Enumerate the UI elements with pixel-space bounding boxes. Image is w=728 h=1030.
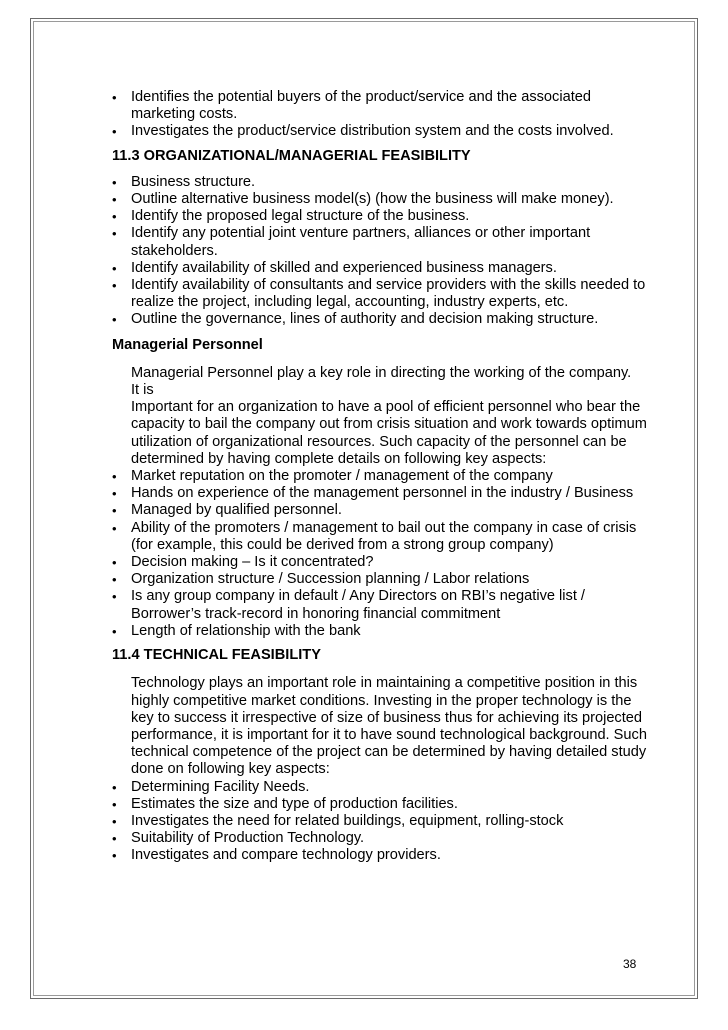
list-item: • Estimates the size and type of production facilities. xyxy=(112,796,652,813)
list-item: • Length of relationship with the bank xyxy=(112,623,652,640)
list-item: • Identifies the potential buyers of the product/service and the associated marketing costs. xyxy=(112,89,652,123)
managerial-bullet-list xyxy=(112,468,652,640)
paragraph-line: It is xyxy=(131,382,154,399)
list-item: • Managed by qualified personnel. xyxy=(112,502,652,519)
document-body xyxy=(112,89,652,865)
list-item: • Investigates and compare technology providers. xyxy=(112,847,652,864)
list-item: • Identify availability of skilled and experienced business managers. xyxy=(112,260,652,277)
list-item: • Outline the governance, lines of authority and decision making structure. xyxy=(112,311,652,328)
paragraph-text: Important for an organization to have a pool of efficient personnel who bear the capacity to bail the company out from crisis situation and work towards optimum utilization of organizational resources. Such capacity of the personnel can be determined by having complete details on following key aspects: xyxy=(131,399,647,467)
paragraph-line: Managerial Personnel play a key role in directing the working of the company. xyxy=(131,364,632,381)
technical-bullet-list xyxy=(112,779,652,865)
list-item: • Outline alternative business model(s) (how the business will make money). xyxy=(112,191,652,208)
technical-paragraph: Technology plays an important role in maintaining a competitive position in this highly competitive market conditions. Investing in the proper technology is the key to success it irrespective of size of business thus for achieving its projected performance, it is important for it to have sound technological background. Such technical competence of the project can be determined by having detailed study done on following key aspects: xyxy=(131,675,647,778)
list-item: • Suitability of Production Technology. xyxy=(112,830,652,847)
list-item: • Identify any potential joint venture partners, alliances or other important stakeholders. xyxy=(112,225,652,259)
list-item: • Investigates the product/service distribution system and the costs involved. xyxy=(112,123,652,140)
list-item: • Identify availability of consultants and service providers with the skills needed to realize the project, including legal, accounting, industry experts, etc. xyxy=(112,277,652,311)
list-item: • Is any group company in default / Any Directors on RBI’s negative list / Borrower’s track-record in honoring financial commitment xyxy=(112,588,652,622)
organizational-bullet-list xyxy=(112,174,652,329)
list-item: • Market reputation on the promoter / management of the company xyxy=(112,468,652,485)
list-item: • Hands on experience of the management personnel in the industry / Business xyxy=(112,485,652,502)
subheading-managerial-personnel: Managerial Personnel xyxy=(112,336,263,353)
list-item: • Decision making – Is it concentrated? xyxy=(112,554,652,571)
list-item: • Identify the proposed legal structure of the business. xyxy=(112,208,652,225)
page-number: 38 xyxy=(623,957,637,971)
list-item: • Determining Facility Needs. xyxy=(112,779,652,796)
section-heading-11-3: 11.3 ORGANIZATIONAL/MANAGERIAL FEASIBILITY xyxy=(112,147,471,164)
list-item: • Investigates the need for related buildings, equipment, rolling-stock xyxy=(112,813,652,830)
list-item: • Business structure. xyxy=(112,174,652,191)
list-item: • Organization structure / Succession planning / Labor relations xyxy=(112,571,652,588)
section-heading-11-4: 11.4 TECHNICAL FEASIBILITY xyxy=(112,647,321,664)
managerial-paragraph xyxy=(112,365,652,468)
list-item: • Ability of the promoters / management to bail out the company in case of crisis (for example, this could be derived from a strong group company) xyxy=(112,520,652,554)
intro-bullet-list xyxy=(112,89,652,141)
